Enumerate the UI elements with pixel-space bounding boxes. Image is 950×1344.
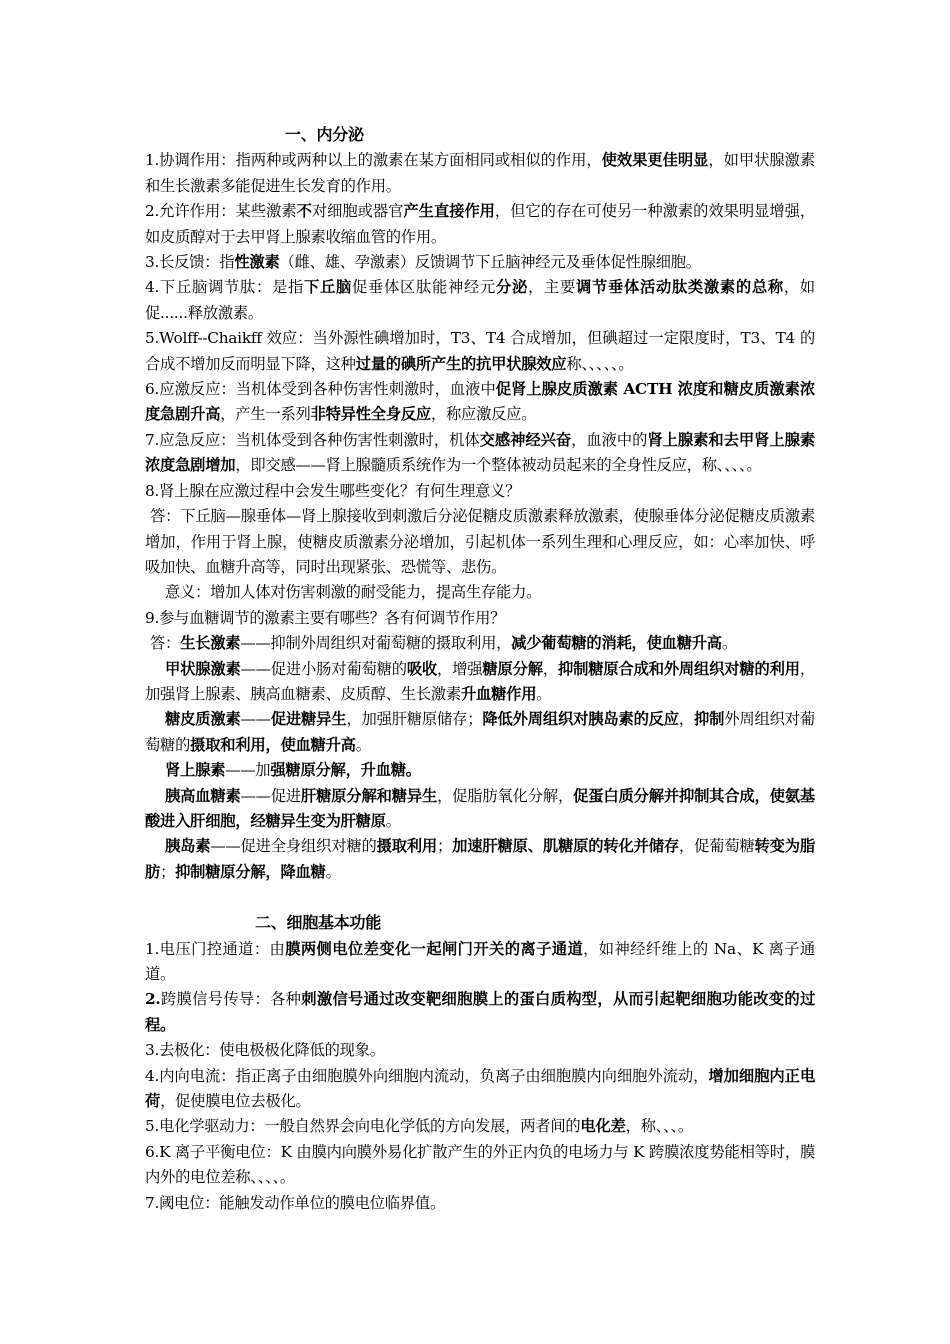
paragraph-permissive — [145, 199, 815, 250]
paragraph-answer-8 — [145, 504, 815, 580]
bold-text-run: 不 — [296, 202, 312, 221]
paragraph-glucocorticoid — [145, 707, 815, 758]
text-run: 。 — [355, 735, 371, 754]
bold-text-run: 电化差 — [580, 1117, 626, 1136]
text-run: ，主要 — [527, 278, 576, 297]
bold-text-run: 摄取利用 — [376, 837, 438, 856]
text-run: ，称应激反应。 — [430, 405, 537, 424]
text-run: ，增强 — [437, 659, 483, 678]
bold-text-run: 增加细胞内正电荷 — [145, 1066, 815, 1111]
bold-text-run: 强糖原分解，升血糖。 — [270, 761, 421, 780]
text-run: 8.肾上腺在应激过程中会发生哪些变化？有何生理意义？ — [145, 481, 521, 500]
paragraph-k-equilibrium — [145, 1140, 815, 1191]
text-run: 促垂体区肽能神经元 — [352, 278, 496, 297]
text-run: 5.电化学驱动力：一般自然界会向电化学低的方向发展，两者间的 — [145, 1117, 581, 1136]
text-run: ，加强肝糖原储存； — [346, 710, 483, 729]
paragraph-thyroid-hormone — [145, 657, 815, 708]
text-run: ——促进小肠对葡萄糖的 — [240, 659, 407, 678]
text-run: ，加强肾上腺素、胰高血糖素、皮质醇、生长激素 — [145, 659, 815, 703]
text-run: ，如神经纤维上的 Na、K 离子通道。 — [145, 939, 815, 983]
bold-text-run: 肾上腺素 — [165, 761, 226, 780]
bold-text-run: 糖皮质激素 — [165, 710, 241, 729]
text-run: 。 — [536, 684, 552, 703]
text-run: ，血液中的 — [571, 430, 648, 449]
text-run: ——加 — [225, 761, 271, 780]
text-run: 1.电压门控通道：由 — [145, 939, 286, 958]
bold-text-run: 交感神经兴奋 — [479, 430, 572, 449]
text-run: 9.参与血糖调节的激素主要有哪些？各有何调节作用？ — [145, 608, 506, 627]
text-run: ，但它的存在可使另一种激素的效果明显增强，如皮质醇对于去甲肾上腺素收缩血管的作用。 — [145, 202, 815, 246]
bold-text-run: 过量的碘所产生的抗甲状腺效应 — [355, 354, 567, 373]
paragraph-emergency-reaction — [145, 428, 815, 479]
text-run: ，如促......释放激素。 — [145, 278, 815, 322]
bold-text-run: 抑制糖原分解，降血糖 — [175, 862, 326, 881]
bold-text-run: 升血糖作用 — [461, 684, 537, 703]
text-run: ，如甲状腺激素和生长激素多能促进生长发育的作用。 — [145, 151, 815, 195]
text-run: ； — [160, 862, 176, 881]
text-run: 。 — [325, 862, 341, 881]
text-run: 6.K 离子平衡电位：K 由膜内向膜外易化扩散产生的外正内负的电场力与 K 跨膜浓度势能相等时，膜内外的电位差称、、、、。 — [145, 1142, 815, 1187]
section-heading-endocrine: 一、内分泌 — [285, 125, 364, 144]
bold-text-run: 2. — [145, 990, 161, 1009]
text-run: 意义：增加人体对伤害刺激的耐受能力，提高生存能力。 — [165, 583, 542, 602]
paragraph-wolff-chaikoff — [145, 326, 815, 377]
text-run: ，促使膜电位去极化。 — [160, 1092, 311, 1111]
text-run: 。 — [385, 811, 401, 830]
text-run: ，即交感——肾上腺髓质系统作为一个整体被动员起来的全身性反应，称、、、、。 — [235, 456, 762, 475]
bold-text-run: 生长激素 — [180, 634, 241, 653]
text-run: —— — [240, 710, 271, 729]
text-run: 4.内向电流：指正离子由细胞膜外向细胞内流动，负离子由细胞膜内向细胞外流动， — [145, 1066, 709, 1085]
paragraph-question-8 — [145, 479, 815, 504]
text-run: 对细胞或器官 — [311, 202, 404, 221]
text-run: 答： — [150, 634, 181, 653]
text-run: ，产生一系列 — [220, 405, 311, 424]
bold-text-run: 促肾上腺皮质激素 ACTH 浓度和糖皮质激素浓度急剧升高 — [145, 380, 815, 424]
paragraph-glucagon — [145, 784, 815, 835]
text-run: ——抑制外周组织对葡萄糖的摄取利用， — [240, 634, 512, 653]
text-run: 5.Wolff--Chaikff 效应：当外源性碘增加时，T3、T4 合成增加，但碘超过一定限度时，T3、T4 的合成不增加反而明显下降，这种 — [145, 329, 815, 373]
bold-text-run: 降低外周组织对胰岛素的反应 — [482, 710, 679, 729]
bold-text-run: 促进糖异生 — [270, 710, 347, 729]
text-run: ——促进 — [240, 786, 301, 805]
text-run: 3.长反馈：指 — [145, 253, 235, 272]
text-run: ， — [678, 710, 695, 729]
text-run: 称、、、、、。 — [566, 354, 634, 373]
bold-text-run: 肝糖原分解和糖异生 — [301, 786, 438, 805]
text-run: ——促进全身组织对糖的 — [210, 837, 377, 856]
text-run: 7.应急反应：当机体受到各种伤害性刺激时，机体 — [145, 430, 480, 449]
paragraph-inward-current — [145, 1064, 815, 1115]
bold-text-run: 加速肝糖原、肌糖原的转化并储存 — [452, 837, 679, 856]
bold-text-run: 胰岛素 — [165, 837, 211, 856]
paragraph-electrochemical-force — [145, 1114, 815, 1139]
paragraph-significance — [145, 580, 815, 605]
bold-text-run: 肾上腺素和去甲肾上腺素浓度急剧增加 — [145, 430, 815, 475]
bold-text-run: 产生直接作用 — [403, 202, 495, 221]
text-run: 4.下丘脑调节肽：是指 — [145, 278, 304, 297]
text-run: ，称、、、。 — [625, 1117, 693, 1136]
paragraph-hypothalamic-peptide — [145, 275, 815, 326]
paragraph-synergism — [145, 148, 815, 199]
bold-text-run: 摄取和利用，使血糖升高 — [190, 735, 356, 754]
text-run: ，促脂肪氧化分解， — [437, 786, 574, 805]
bold-text-run: 刺激信号通过改变靶细胞膜上的蛋白质构型，从而引起靶细胞功能改变的过程。 — [145, 990, 815, 1034]
paragraph-threshold-potential — [145, 1191, 815, 1216]
text-run: 外周组织对葡萄糖的 — [145, 710, 815, 754]
text-run: 7.阈电位：能触发动作单位的膜电位临界值。 — [145, 1193, 445, 1212]
bold-text-run: 甲状腺激素 — [165, 659, 241, 678]
text-run: （雌、雄、孕激素）反馈调节下丘脑神经元及垂体促性腺细胞。 — [279, 253, 701, 272]
text-run: 答：下丘脑—腺垂体—肾上腺接收到刺激后分泌促糖皮质激素释放激素，使腺垂体分泌促糖皮质激素增加，作用于肾上腺，使糖皮质激素分泌增加，引起机体一系列生理和心理反应，如：心率加快、呼吸加快、血糖升高等，同时出现紧张、恐慌等、悲伤。 — [145, 507, 815, 576]
text-run: 1.协调作用：指两种或两种以上的激素在某方面相同或相似的作用， — [145, 151, 602, 170]
bold-text-run: 下丘脑 — [304, 278, 352, 297]
bold-text-run: 抑制糖原合成和外周组织对糖的利用 — [558, 659, 800, 678]
text-run: 3.去极化：使电极极化降低的现象。 — [145, 1041, 385, 1060]
document-page — [145, 122, 815, 1216]
text-run: 跨膜信号传导：各种 — [160, 990, 302, 1009]
text-run: 。 — [721, 634, 737, 653]
paragraph-adrenaline — [145, 758, 815, 783]
section-heading-cell-function: 二、细胞基本功能 — [255, 913, 382, 933]
text-run: 6.应激反应：当机体受到各种伤害性刺激时，血液中 — [145, 380, 496, 399]
paragraph-transmembrane-signal — [145, 987, 815, 1038]
paragraph-stress-reaction — [145, 377, 815, 428]
bold-text-run: 糖原分解 — [482, 659, 543, 678]
bold-text-run: 调节垂体活动肽类激素的总称 — [575, 278, 784, 297]
bold-text-run: 膜两侧电位差变化一起闸门开关的离子通道 — [285, 939, 584, 958]
text-run: ， — [542, 659, 558, 678]
paragraph-insulin — [145, 834, 815, 885]
bold-text-run: 分泌 — [495, 278, 528, 297]
paragraph-question-9 — [145, 606, 815, 631]
paragraph-voltage-gated-channel — [145, 937, 815, 988]
bold-text-run: 吸收 — [406, 659, 438, 678]
paragraph-depolarization — [145, 1038, 815, 1063]
text-run: 2.允许作用：某些激素 — [145, 202, 297, 221]
bold-text-run: 胰高血糖素 — [165, 786, 241, 805]
text-run: ，促葡萄糖 — [678, 837, 755, 856]
text-run: ； — [437, 837, 453, 856]
bold-text-run: 性激素 — [234, 253, 280, 272]
bold-text-run: 促蛋白质分解并抑制其合成，使氨基酸进入肝细胞，经糖异生变为肝糖原 — [145, 786, 815, 830]
bold-text-run: 减少葡萄糖的消耗，使血糖升高 — [511, 634, 722, 653]
bold-text-run: 转变为脂肪 — [145, 837, 815, 881]
paragraph-growth-hormone — [145, 631, 815, 656]
bold-text-run: 使效果更佳明显 — [601, 151, 709, 170]
paragraph-long-feedback — [145, 250, 815, 275]
bold-text-run: 非特异性全身反应 — [310, 405, 431, 424]
bold-text-run: 抑制 — [694, 710, 725, 729]
